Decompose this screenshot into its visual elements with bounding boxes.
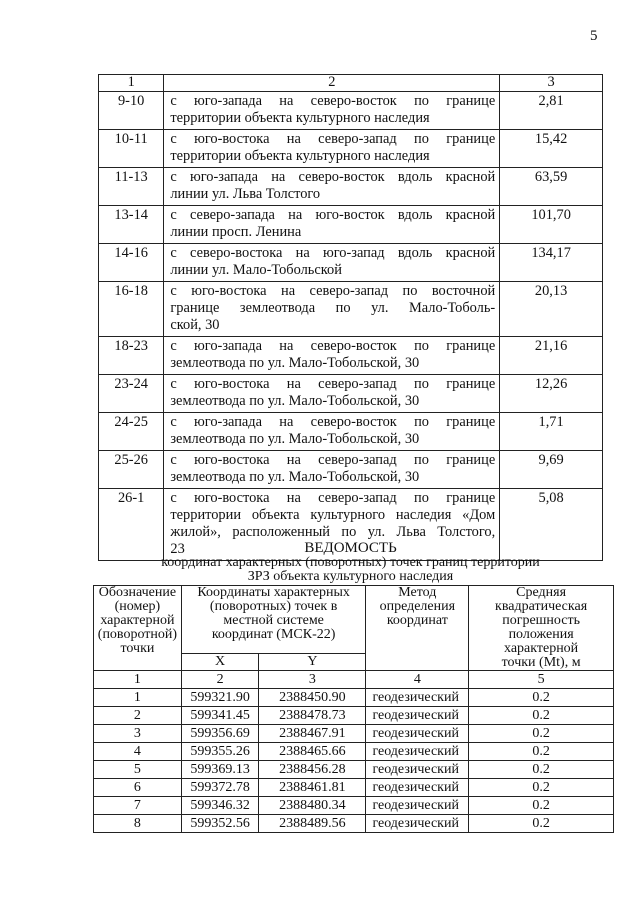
coordinate-y: 2388450.90 [259,689,366,707]
table-header-row [94,586,614,654]
segment-length: 21,16 [500,337,603,375]
coordinate-x: 599352.56 [181,815,259,833]
mean-error: 0.2 [469,761,614,779]
segment-length: 101,70 [500,206,603,244]
segment-description [164,168,500,206]
table-row [99,244,603,282]
point-number: 6 [94,779,182,797]
header-line: точки (Mt), м [501,655,581,670]
coordinates-table [93,585,614,833]
table-row [99,92,603,130]
column-number: 1 [99,75,164,92]
header-line: Обозначение [98,585,177,600]
coordinate-y: 2388489.56 [259,815,366,833]
point-number: 2 [94,707,182,725]
point-number: 8 [94,815,182,833]
coordinate-x: 599369.13 [181,761,259,779]
description-line: территории объекта культурного наследия [170,148,430,164]
table-row [99,206,603,244]
segment-description [164,282,500,337]
table-row [99,375,603,413]
method: геодезический [366,707,469,725]
table-row [99,130,603,168]
description-line: с юго-востока на северо-запад по границе [170,490,496,506]
segment-description [164,130,500,168]
header-line: координат [386,613,448,628]
segment-length: 2,81 [500,92,603,130]
column-number: 3 [500,75,603,92]
mean-error: 0.2 [469,779,614,797]
segment-description [164,337,500,375]
table-row [94,707,614,725]
table-row [94,725,614,743]
description-line: с юго-востока на северо-запад по границе [170,376,496,392]
segment-description [164,92,500,130]
description-line: с юго-востока на северо-запад по границе [170,452,496,468]
table-row [99,451,603,489]
description-line: линии просп. Ленина [170,224,302,240]
description-line: территории объекта культурного наследия [170,110,430,126]
header-line: точки [120,641,155,656]
description-line: землеотвода по ул. Мало-Тобольской, 30 [170,355,420,371]
description-line: 23 [170,541,185,557]
segment-points: 11-13 [99,168,164,206]
column-number: 4 [366,671,469,689]
description-line: с юго-запада на северо-восток по границе [170,414,496,430]
segment-points: 25-26 [99,451,164,489]
header-line: характерной [100,613,175,628]
header-line: погрешность [502,613,580,628]
coordinate-x: 599356.69 [181,725,259,743]
description-line: с юго-запада на северо-восток по границе [170,93,496,109]
segment-points: 16-18 [99,282,164,337]
description-line: с юго-востока на северо-запад по восточной [170,283,496,299]
table-row [94,797,614,815]
column-number: 1 [94,671,182,689]
column-number: 5 [469,671,614,689]
segment-length: 63,59 [500,168,603,206]
segment-points: 24-25 [99,413,164,451]
description-line: с юго-запада на северо-восток по границе [170,338,496,354]
statement-title: ВЕДОМОСТЬ [304,540,397,556]
header-x: X [181,654,259,671]
mean-error: 0.2 [469,815,614,833]
table-row [99,413,603,451]
statement-subtitle-line-2: ЗРЗ объекта культурного наследия [247,569,454,584]
segment-length: 5,08 [500,489,603,561]
description-line: землеотвода по ул. Мало-Тобольской, 30 [170,431,420,447]
point-number: 1 [94,689,182,707]
table-row [94,743,614,761]
segment-length: 20,13 [500,282,603,337]
coordinate-y: 2388465.66 [259,743,366,761]
coordinate-x: 599372.78 [181,779,259,797]
method: геодезический [366,761,469,779]
coordinate-y: 2388456.28 [259,761,366,779]
column-number: 2 [181,671,259,689]
header-line: (поворотной) [97,627,178,642]
mean-error: 0.2 [469,689,614,707]
description-line: территории объекта культурного наследия «Дом [170,507,496,523]
table-row [99,282,603,337]
table-row [94,779,614,797]
segment-description [164,451,500,489]
segment-description [164,206,500,244]
description-line: линии ул. Мало-Тобольской [170,262,342,278]
segment-description [164,244,500,282]
table-row [94,761,614,779]
point-number: 7 [94,797,182,815]
description-line: линии ул. Льва Толстого [170,186,321,202]
segment-length: 134,17 [500,244,603,282]
description-line: с северо-запада на юго-восток вдоль красной [170,207,496,223]
segment-points: 9-10 [99,92,164,130]
description-line: с юго-востока на северо-запад по границе [170,131,496,147]
coordinate-x: 599355.26 [181,743,259,761]
method: геодезический [366,743,469,761]
table-header-row [99,75,603,92]
description-line: землеотвода по ул. Мало-Тобольской, 30 [170,469,420,485]
method: геодезический [366,689,469,707]
method: геодезический [366,779,469,797]
mean-error: 0.2 [469,797,614,815]
segment-length: 15,42 [500,130,603,168]
segment-points: 23-24 [99,375,164,413]
segment-length: 12,26 [500,375,603,413]
method: геодезический [366,815,469,833]
header-line: характерной [504,641,579,656]
point-number: 4 [94,743,182,761]
header-line: местной системе [223,613,324,628]
description-line: землеотвода по ул. Мало-Тобольской, 30 [170,393,420,409]
header-point-designation [94,586,182,671]
point-number: 5 [94,761,182,779]
segment-length: 9,69 [500,451,603,489]
column-numbers-row [94,671,614,689]
mean-error: 0.2 [469,743,614,761]
segment-description [164,375,500,413]
coordinate-x: 599341.45 [181,707,259,725]
segment-points: 26-1 [99,489,164,561]
coordinate-y: 2388467.91 [259,725,366,743]
header-line: квадратическая [495,599,588,614]
segment-points: 10-11 [99,130,164,168]
statement-subtitle-line-1: координат характерных (поворотных) точек границ территории [161,555,540,570]
segment-points: 14-16 [99,244,164,282]
header-line: Метод [398,585,437,600]
header-line: Средняя [516,585,567,600]
column-number: 2 [164,75,500,92]
boundary-segments-table [98,74,603,561]
coordinate-y: 2388461.81 [259,779,366,797]
mean-error: 0.2 [469,707,614,725]
header-line: (номер) [114,599,161,614]
page-number: 5 [590,28,598,44]
coordinate-y: 2388478.73 [259,707,366,725]
mean-error: 0.2 [469,725,614,743]
description-line: с северо-востока на юго-запад вдоль красной [170,245,496,261]
segment-description [164,413,500,451]
segment-points: 18-23 [99,337,164,375]
coordinate-x: 599346.32 [181,797,259,815]
table-row [94,815,614,833]
header-line: (поворотных) точек в [209,599,338,614]
coordinate-x: 599321.90 [181,689,259,707]
method: геодезический [366,725,469,743]
header-line: координат (МСК-22) [211,627,336,642]
description-line: жилой», расположенный по ул. Льва Толстого, [170,524,496,540]
table-row [99,337,603,375]
header-method [366,586,469,671]
point-number: 3 [94,725,182,743]
method: геодезический [366,797,469,815]
segment-points: 13-14 [99,206,164,244]
column-number: 3 [259,671,366,689]
header-coordinates [181,586,366,654]
header-y: Y [259,654,366,671]
header-mean-error [469,586,614,671]
header-line: Координаты характерных [197,585,350,600]
table-row [94,689,614,707]
table-row [99,168,603,206]
header-line: положения [508,627,574,642]
segment-length: 1,71 [500,413,603,451]
coordinate-y: 2388480.34 [259,797,366,815]
header-line: определения [379,599,456,614]
description-line: ской, 30 [170,317,220,333]
description-line: границе землеотвода по ул. Мало-Тоболь- [170,300,496,316]
description-line: с юго-запада на северо-восток вдоль красной [170,169,496,185]
